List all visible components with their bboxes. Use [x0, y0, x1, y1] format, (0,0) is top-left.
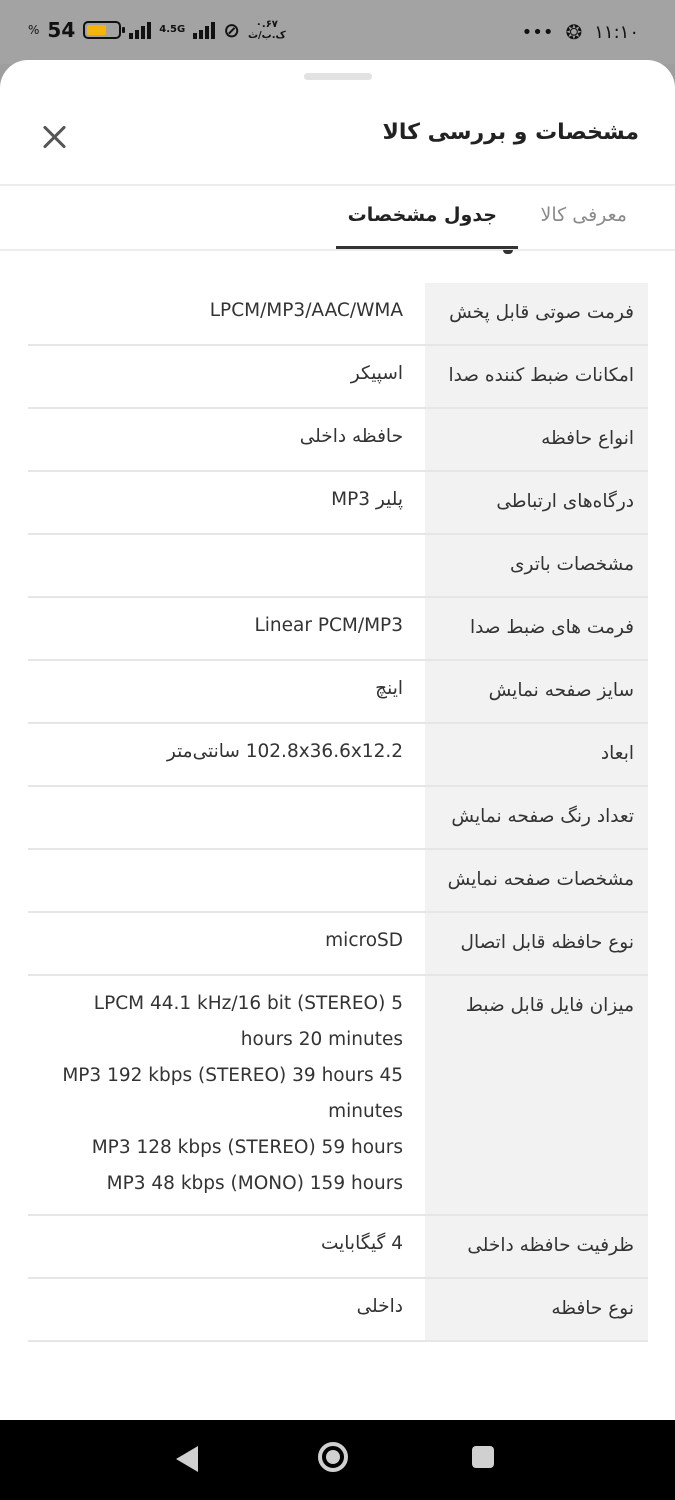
status-bar — [0, 0, 675, 64]
home-icon[interactable] — [318, 1442, 348, 1472]
spec-label: مشخصات باتری — [425, 535, 648, 596]
spec-row — [28, 724, 648, 787]
spec-value — [28, 472, 425, 533]
spec-value — [28, 535, 425, 596]
spec-value-line: MP3 128 kbps (STEREO) 59 hours — [91, 1137, 403, 1158]
spec-value — [28, 346, 425, 407]
clock: ۱۱:۱۰ — [594, 21, 639, 43]
spec-value-line: LPCM/MP3/AAC/WMA — [209, 300, 403, 321]
spec-value — [28, 661, 425, 722]
tab-bar — [0, 186, 675, 250]
spec-value-line: حافظه داخلی — [299, 426, 403, 447]
more-dots: ••• — [521, 21, 554, 43]
sheet-title: مشخصات و بررسی کالا — [382, 120, 639, 145]
status-left — [28, 18, 286, 42]
spec-row — [28, 598, 648, 661]
spec-label: سایز صفحه نمایش — [425, 661, 648, 722]
spec-row — [28, 535, 648, 598]
spec-label: نوع حافظه — [425, 1279, 648, 1340]
battery-percent: 54 — [47, 18, 76, 42]
speed-unit: ک.ب/ث — [247, 30, 286, 41]
tab-product-intro[interactable]: معرفی کالا — [540, 204, 627, 226]
spec-value-line: MP3 48 kbps (MONO) 159 hours — [106, 1173, 403, 1194]
spec-value — [28, 1216, 425, 1277]
spec-value — [28, 283, 425, 344]
close-icon[interactable] — [40, 122, 70, 152]
spec-value-line: MP3 192 kbps (STEREO) 39 hours 45 minutes — [62, 1065, 403, 1122]
spec-value-line: داخلی — [356, 1296, 403, 1317]
spec-label: فرمت صوتی قابل پخش — [425, 283, 648, 344]
spec-label: تعداد رنگ صفحه نمایش — [425, 787, 648, 848]
spec-label: ظرفیت حافظه داخلی — [425, 1216, 648, 1277]
spec-row — [28, 661, 648, 724]
wifi-off-icon: ⊘ — [223, 18, 240, 42]
signal-icon — [129, 21, 151, 39]
spec-row — [28, 472, 648, 535]
spec-value — [28, 1279, 425, 1340]
spec-value — [28, 913, 425, 974]
spec-row — [28, 976, 648, 1216]
spec-value-line: Linear PCM/MP3 — [254, 615, 403, 636]
speed-value: ۰.۶۷ — [255, 19, 278, 30]
spec-label: امکانات ضبط کننده صدا — [425, 346, 648, 407]
spec-row — [28, 346, 648, 409]
spec-table — [28, 283, 648, 1342]
spec-label: فرمت های ضبط صدا — [425, 598, 648, 659]
tabs-divider — [0, 249, 675, 251]
spec-value-line: اسپیکر — [350, 363, 403, 384]
bottom-sheet — [0, 60, 675, 1420]
network-speed — [248, 19, 286, 41]
spec-value — [28, 976, 425, 1214]
spec-value — [28, 409, 425, 470]
spec-label: درگاه‌های ارتباطی — [425, 472, 648, 533]
spec-row — [28, 1216, 648, 1279]
drag-handle[interactable] — [304, 73, 372, 80]
spec-value — [28, 787, 425, 848]
spec-value-line: LPCM 44.1 kHz/16 bit (STEREO) 5 hours 20 minutes — [93, 993, 403, 1050]
app-notification-icon: ❂ — [565, 20, 583, 44]
spec-label: نوع حافظه قابل اتصال — [425, 913, 648, 974]
scroll-indicator — [503, 250, 513, 254]
signal-icon-2 — [193, 21, 215, 39]
back-icon[interactable] — [176, 1446, 198, 1472]
spec-value-line: 4 گیگابایت — [320, 1233, 403, 1254]
spec-row — [28, 850, 648, 913]
battery-percent-sign: % — [28, 23, 40, 37]
spec-row — [28, 787, 648, 850]
spec-value — [28, 598, 425, 659]
navigation-bar — [0, 1420, 675, 1500]
spec-label: انواع حافظه — [425, 409, 648, 470]
spec-row — [28, 409, 648, 472]
spec-value-line: 102.8x36.6x12.2 سانتی‌متر — [166, 741, 403, 762]
spec-row — [28, 913, 648, 976]
recent-apps-icon[interactable] — [472, 1446, 494, 1468]
spec-row — [28, 283, 648, 346]
tab-spec-table[interactable]: جدول مشخصات — [347, 204, 497, 226]
battery-icon — [83, 21, 121, 39]
status-right — [522, 20, 639, 44]
spec-value — [28, 724, 425, 785]
network-type: 4.5G — [159, 24, 186, 35]
spec-value-line: اینچ — [375, 678, 403, 699]
spec-label: میزان فایل قابل ضبط — [425, 976, 648, 1214]
spec-label: ابعاد — [425, 724, 648, 785]
spec-label: مشخصات صفحه نمایش — [425, 850, 648, 911]
spec-row — [28, 1279, 648, 1342]
spec-value-line: microSD — [325, 930, 403, 951]
spec-value — [28, 850, 425, 911]
spec-value-line: پلیر MP3 — [331, 489, 403, 510]
